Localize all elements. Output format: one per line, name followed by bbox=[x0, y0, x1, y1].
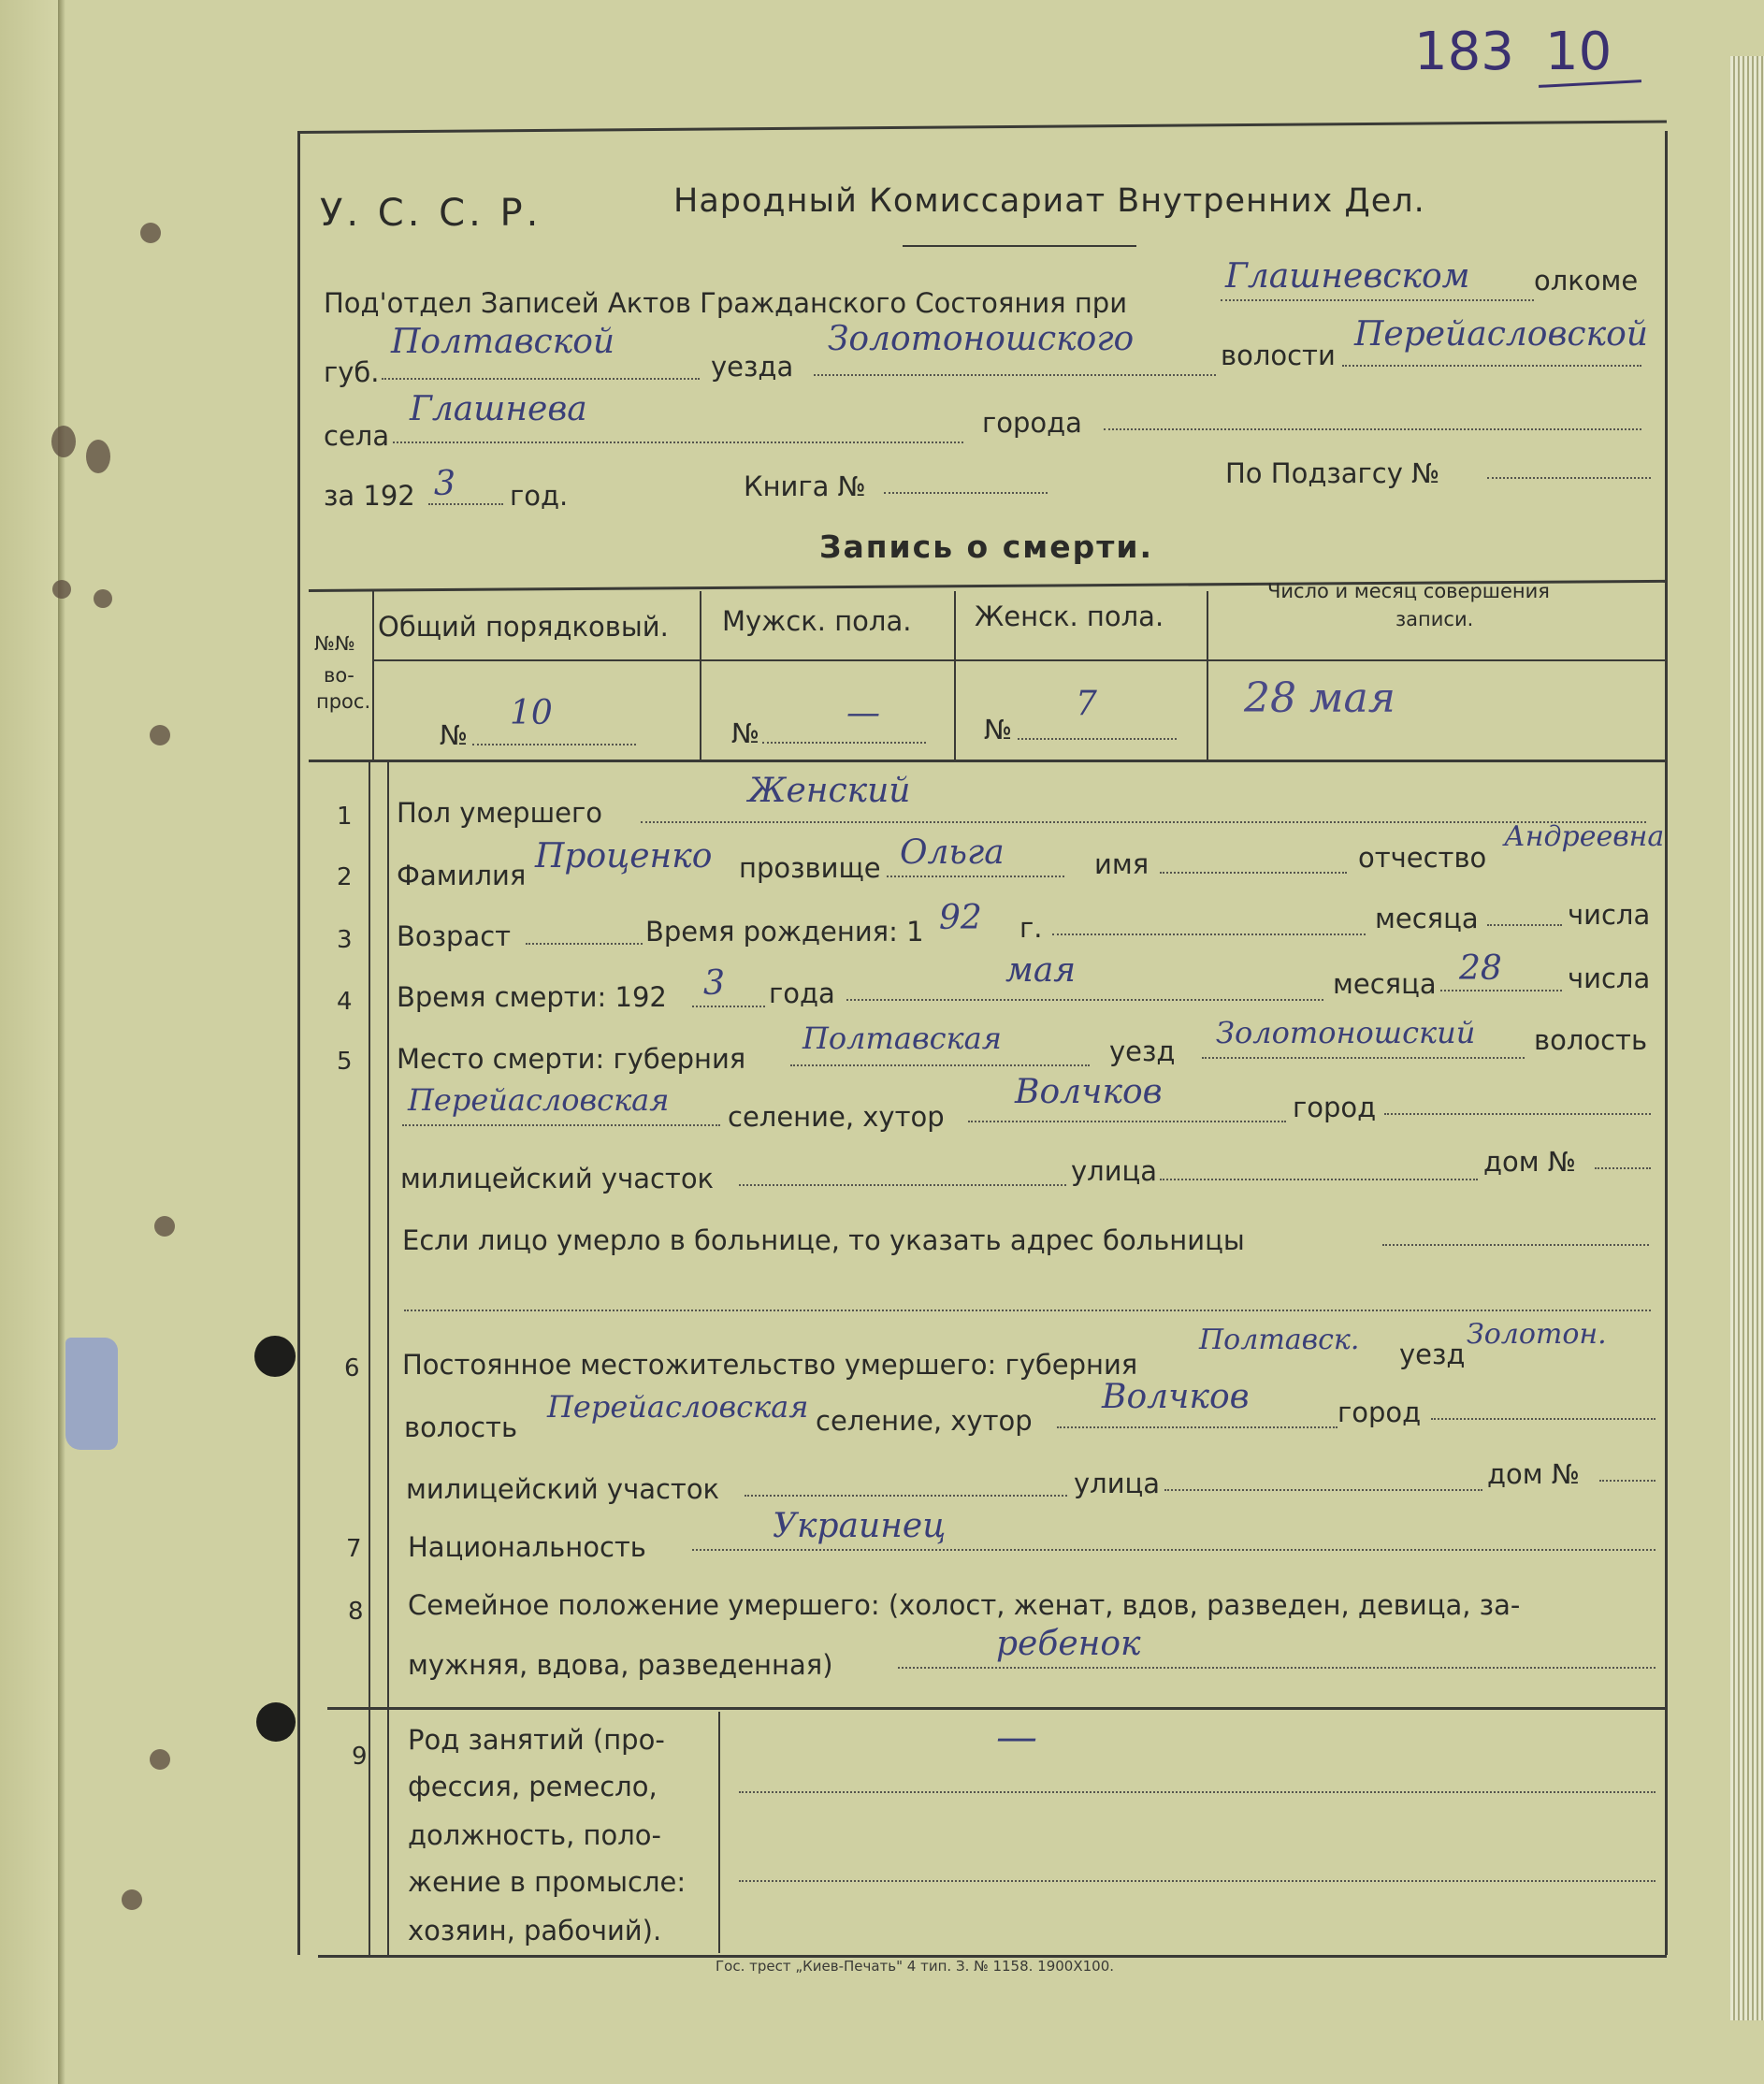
col-divider bbox=[954, 591, 956, 760]
female-number-handwritten: 7 bbox=[1076, 685, 1097, 723]
binding-hole bbox=[140, 223, 161, 243]
punch-hole bbox=[256, 1702, 296, 1742]
nationality-label: Национальность bbox=[408, 1531, 646, 1563]
residence-volost-handwritten: Перейасловская bbox=[547, 1389, 809, 1425]
commissariat-label: Народный Комиссариат Внутренних Дел. bbox=[673, 182, 1425, 220]
page-stack-edge bbox=[1730, 56, 1764, 2020]
fill-line bbox=[846, 999, 1323, 1001]
fill-line bbox=[692, 1006, 765, 1007]
binding-hole bbox=[52, 580, 71, 599]
fill-line bbox=[428, 503, 503, 505]
selo-label: села bbox=[324, 420, 390, 452]
settlement-label: селение, хутор bbox=[728, 1101, 945, 1133]
fill-line bbox=[1487, 477, 1651, 479]
subdept-tail: олкоме bbox=[1534, 265, 1639, 297]
row-number: 2 bbox=[337, 863, 353, 891]
gub-handwritten: Полтавской bbox=[391, 323, 615, 361]
fill-line bbox=[526, 943, 643, 945]
row-number: 6 bbox=[344, 1354, 360, 1382]
death-uezd-handwritten: Золотоношский bbox=[1216, 1015, 1476, 1050]
binding-hole bbox=[154, 1216, 175, 1237]
fill-line bbox=[1052, 933, 1366, 935]
sex-handwritten: Женский bbox=[748, 772, 911, 810]
punch-hole bbox=[254, 1336, 296, 1377]
volost-label: волости bbox=[1221, 340, 1336, 371]
god-label: год. bbox=[510, 480, 569, 512]
fill-line bbox=[814, 374, 1216, 376]
residence-hutor-handwritten: Волчков bbox=[1102, 1378, 1250, 1416]
month-label: месяца bbox=[1375, 903, 1479, 934]
fill-line bbox=[1057, 1426, 1337, 1428]
record-date-handwritten: 28 мая bbox=[1244, 674, 1395, 722]
year-handwritten: 3 bbox=[434, 465, 455, 503]
marital-handwritten: ребенок bbox=[996, 1625, 1141, 1663]
patronymic-handwritten: Андреевна bbox=[1504, 820, 1665, 853]
city-label: город bbox=[1293, 1092, 1377, 1123]
republic-label: У. С. С. Р. bbox=[320, 192, 542, 235]
volost-label: волость bbox=[1534, 1024, 1648, 1056]
left-page-edge bbox=[0, 0, 62, 2084]
occupation-label: фессия, ремесло, bbox=[408, 1771, 658, 1802]
binding-hole bbox=[94, 589, 112, 608]
death-month-handwritten: мая bbox=[1005, 951, 1077, 990]
fill-line bbox=[968, 1121, 1286, 1122]
occupation-label: жение в промысле: bbox=[408, 1866, 687, 1898]
hospital-label: Если лицо умерло в больнице, то указать адрес больницы bbox=[402, 1224, 1245, 1256]
uezd-label: уезда bbox=[711, 351, 794, 383]
year-word-label: года bbox=[769, 977, 835, 1009]
kniga-label: Книга № bbox=[744, 470, 866, 502]
militia-label: милицейский участок bbox=[406, 1473, 720, 1505]
record-title: Запись о смерти. bbox=[819, 528, 1154, 565]
uezd-handwritten: Золотоношского bbox=[828, 320, 1135, 358]
day-label: числа bbox=[1568, 899, 1651, 931]
year-label: за 192 bbox=[324, 480, 415, 512]
fill-line bbox=[745, 1495, 1067, 1497]
birth-label: Время рождения: 1 bbox=[645, 916, 924, 948]
fill-line bbox=[1202, 1057, 1525, 1059]
header-rule bbox=[903, 245, 1136, 247]
nickname-label: прозвище bbox=[739, 852, 881, 884]
occupation-label: хозяин, рабочий). bbox=[408, 1915, 662, 1947]
page-fold bbox=[58, 0, 65, 2084]
printer-imprint: Гос. трест „Киев-Печать" 4 тип. З. № 1158. 1900Х100. bbox=[716, 1958, 1115, 1975]
street-label: улица bbox=[1074, 1468, 1161, 1499]
no-sign: № bbox=[440, 719, 469, 751]
row-number: 3 bbox=[337, 926, 353, 954]
nn-label: №№ bbox=[314, 632, 355, 655]
month-label: месяца bbox=[1333, 968, 1437, 1000]
volost-handwritten: Перейасловской bbox=[1354, 315, 1648, 354]
residence-uezd-handwritten: Золотон. bbox=[1467, 1318, 1607, 1351]
fill-line bbox=[1431, 1418, 1656, 1420]
surname-handwritten: Проценко bbox=[535, 837, 713, 876]
death-day-handwritten: 28 bbox=[1459, 949, 1502, 988]
col-male-label: Мужск. пола. bbox=[722, 605, 912, 637]
residence-label: Постоянное местожительство умершего: губерния bbox=[402, 1349, 1138, 1381]
podzags-label: По Подзагсу № bbox=[1225, 457, 1440, 489]
occupation-handwritten: — bbox=[996, 1714, 1037, 1761]
street-label: улица bbox=[1071, 1155, 1158, 1187]
no-sign: № bbox=[731, 717, 760, 749]
death-place-label: Место смерти: губерния bbox=[397, 1043, 746, 1075]
nn-label: прос. bbox=[316, 690, 371, 713]
marital-label: Семейное положение умершего: (холост, женат, вдов, разведен, девица, за- bbox=[408, 1589, 1521, 1621]
volost-label: волость bbox=[404, 1411, 518, 1443]
col-divider bbox=[372, 591, 374, 760]
col-date-label: записи. bbox=[1395, 608, 1474, 630]
fill-line bbox=[1160, 1179, 1478, 1180]
row-number: 5 bbox=[337, 1048, 353, 1076]
house-label: дом № bbox=[1487, 1458, 1581, 1490]
binding-hole bbox=[122, 1889, 142, 1910]
fill-line bbox=[1384, 1113, 1651, 1115]
death-volost-handwritten: Перейасловская bbox=[408, 1082, 670, 1118]
number-column-rule bbox=[369, 762, 370, 1955]
binding-hole bbox=[86, 440, 110, 473]
fill-line bbox=[641, 821, 1646, 823]
number-column-rule bbox=[387, 762, 389, 1955]
day-label: числа bbox=[1568, 962, 1651, 994]
general-number-handwritten: 10 bbox=[510, 694, 553, 732]
marital-label-2: мужняя, вдова, разведенная) bbox=[408, 1649, 833, 1681]
selo-handwritten: Глашнева bbox=[410, 390, 587, 428]
binding-hole bbox=[150, 725, 170, 745]
residence-gub-handwritten: Полтавск. bbox=[1199, 1324, 1360, 1356]
table-bottom-rule bbox=[309, 760, 1667, 762]
fill-line bbox=[402, 1124, 720, 1126]
row-number: 8 bbox=[348, 1598, 364, 1626]
table-mid-rule bbox=[374, 659, 1665, 661]
col-female-label: Женск. пола. bbox=[975, 601, 1164, 632]
death-time-label: Время смерти: 192 bbox=[397, 981, 667, 1013]
fill-line bbox=[1382, 1244, 1649, 1246]
death-hutor-handwritten: Волчков bbox=[1015, 1073, 1163, 1111]
row-number: 7 bbox=[346, 1535, 362, 1563]
nn-label: во- bbox=[324, 664, 354, 687]
fill-line bbox=[898, 1667, 1656, 1669]
gorod-label: города bbox=[982, 407, 1082, 439]
patronymic-label: отчество bbox=[1358, 842, 1487, 874]
col-date-label: Число и месяц совершения bbox=[1267, 580, 1550, 602]
old-page-number: 10 bbox=[1545, 22, 1612, 82]
surname-label: Фамилия bbox=[397, 860, 527, 891]
binding-hole bbox=[150, 1749, 170, 1770]
fill-line bbox=[887, 876, 1064, 877]
fill-line bbox=[884, 492, 1048, 494]
occupation-label: должность, поло- bbox=[408, 1819, 661, 1851]
uezd-label: уезд bbox=[1399, 1339, 1466, 1370]
col-divider bbox=[1207, 591, 1208, 760]
fill-line bbox=[739, 1880, 1656, 1882]
row-number: 1 bbox=[337, 803, 353, 831]
age-label: Возраст bbox=[397, 920, 512, 952]
militia-label: милицейский участок bbox=[400, 1163, 715, 1194]
fill-line bbox=[1221, 299, 1534, 301]
death-year-handwritten: 3 bbox=[703, 964, 725, 1003]
gub-label: губ. bbox=[324, 356, 380, 388]
g-label: г. bbox=[1019, 912, 1043, 944]
nationality-handwritten: Украинец bbox=[773, 1507, 947, 1545]
sex-label: Пол умершего bbox=[397, 797, 602, 829]
fill-line bbox=[1342, 365, 1641, 367]
male-number-handwritten: — bbox=[846, 694, 880, 732]
occupation-label: Род занятий (про- bbox=[408, 1724, 665, 1756]
fill-line bbox=[404, 1310, 1651, 1311]
house-label: дом № bbox=[1483, 1146, 1577, 1178]
subdept-handwritten: Глашневском bbox=[1225, 257, 1470, 296]
fill-line bbox=[1487, 924, 1562, 926]
city-label: город bbox=[1337, 1397, 1422, 1428]
fill-line bbox=[1440, 990, 1562, 991]
firstname-handwritten: Ольга bbox=[900, 833, 1005, 872]
fill-line bbox=[1164, 1489, 1482, 1491]
uezd-label: уезд bbox=[1109, 1035, 1176, 1067]
col-divider bbox=[700, 591, 701, 760]
row9-top-rule bbox=[327, 1707, 1667, 1710]
settlement-label: селение, хутор bbox=[816, 1405, 1033, 1437]
fill-line bbox=[790, 1064, 1090, 1066]
birth-year-handwritten: 92 bbox=[939, 899, 982, 937]
row9-divider bbox=[718, 1712, 720, 1953]
fill-line bbox=[393, 441, 963, 443]
row-number: 4 bbox=[337, 988, 353, 1016]
fill-line bbox=[472, 744, 636, 745]
fill-line bbox=[1160, 872, 1347, 874]
fill-line bbox=[382, 378, 700, 380]
fill-line bbox=[762, 742, 926, 744]
row-number: 9 bbox=[352, 1743, 368, 1771]
name-label: имя bbox=[1094, 848, 1149, 880]
fill-line bbox=[739, 1184, 1066, 1186]
fill-line bbox=[692, 1549, 1656, 1551]
binding-hole bbox=[51, 426, 76, 457]
archive-page-number: 183 bbox=[1414, 22, 1514, 82]
subdept-label: Под'отдел Записей Актов Гражданского Состояния при bbox=[324, 287, 1128, 319]
fill-line bbox=[1599, 1480, 1656, 1482]
fill-line bbox=[1018, 738, 1177, 740]
col-general-label: Общий порядковый. bbox=[378, 611, 669, 643]
death-gub-handwritten: Полтавская bbox=[802, 1020, 1002, 1056]
no-sign: № bbox=[984, 714, 1013, 745]
paper-damage bbox=[65, 1338, 118, 1450]
fill-line bbox=[1595, 1167, 1651, 1169]
fill-line bbox=[1104, 428, 1641, 430]
fill-line bbox=[739, 1791, 1656, 1793]
